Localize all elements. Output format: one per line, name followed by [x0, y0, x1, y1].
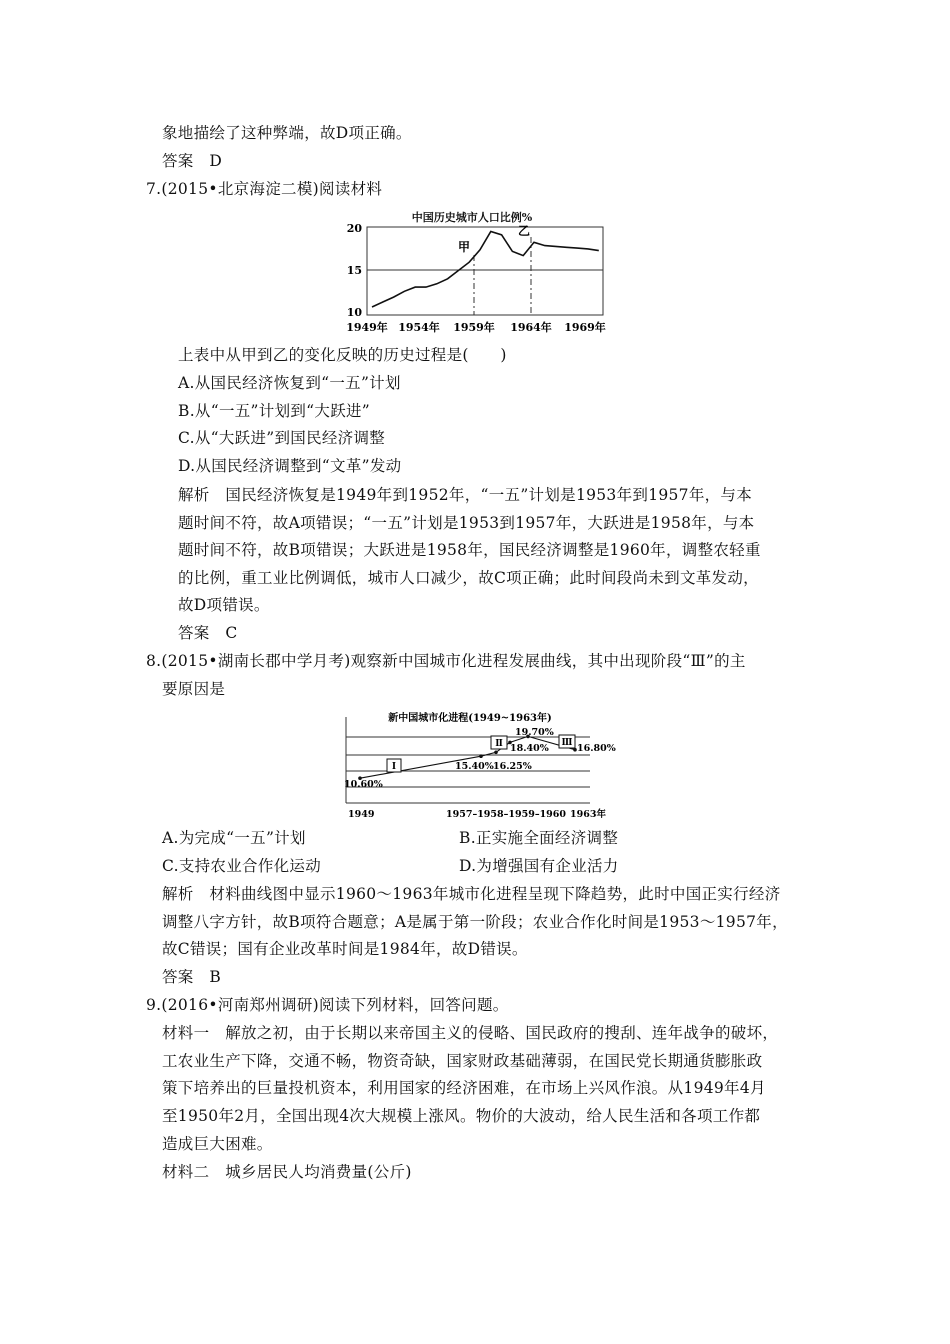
chart2-stage-1: Ⅰ — [391, 762, 397, 772]
chart-urban-population-ratio — [340, 203, 620, 343]
chart1-xtick-1959: 1959年 — [453, 321, 495, 334]
option-8a: A.为完成“一五”计划 — [162, 829, 306, 847]
chart-urbanization-progress — [338, 707, 628, 822]
chart1-xtick-1969: 1969年 — [564, 321, 606, 334]
question-7-title: 7.(2015•北京海淀二模)阅读材料 — [146, 180, 383, 198]
answer-line: 答案 D — [162, 152, 223, 170]
chart2-label-1963: 16.80% — [577, 743, 616, 754]
question-8-line1: 8.(2015•湖南长郡中学月考)观察新中国城市化进程发展曲线，其中出现阶段“Ⅲ”的主 — [146, 652, 746, 670]
chart2-point-1957 — [479, 754, 483, 758]
explanation-7-line5: 故D项错误。 — [178, 596, 270, 614]
chart1-series-line — [372, 232, 599, 308]
option-7c: C.从“大跃进”到国民经济调整 — [178, 429, 386, 447]
chart1-title: 中国历史城市人口比例% — [411, 211, 533, 224]
option-7a: A.从国民经济恢复到“一五”计划 — [178, 374, 401, 392]
chart1-ytick-10: 10 — [346, 306, 362, 319]
answer-7: 答案 C — [178, 624, 238, 642]
material-1-line5: 造成巨大困难。 — [162, 1135, 273, 1153]
text-line: 象地描绘了这种弊端，故D项正确。 — [162, 124, 412, 142]
answer-8: 答案 B — [162, 968, 222, 986]
explanation-7-line2: 题时间不符，故A项错误；“一五”计划是1953到1957年，大跃进是1958年，与本 — [178, 514, 755, 532]
chart1-annotation-yi: 乙 — [518, 224, 531, 238]
chart1-xtick-1954: 1954年 — [398, 321, 440, 334]
chart2-xtick-1949: 1949 — [348, 809, 375, 820]
material-1-line3: 策下培养出的巨量投机资本，利用国家的经济困难，在市场上兴风作浪。从1949年4月 — [162, 1079, 766, 1097]
chart2-xtick-1963: 1963年 — [570, 809, 606, 820]
chart2-title: 新中国城市化进程(1949~1963年) — [388, 713, 552, 724]
chart1-annotation-jia: 甲 — [458, 240, 471, 254]
chart2-label-1949: 10.60% — [344, 779, 383, 790]
question-8-line2: 要原因是 — [162, 680, 226, 698]
question-7-stem: 上表中从甲到乙的变化反映的历史过程是( ) — [178, 346, 507, 364]
chart2-stage-2: Ⅱ — [495, 739, 503, 749]
chart1-xtick-1949: 1949年 — [346, 321, 388, 334]
chart1-ytick-15: 15 — [346, 264, 362, 277]
material-1-line2: 工农业生产下降，交通不畅，物资奇缺，国家财政基础薄弱，在国民党长期通货膨胀政 — [162, 1052, 763, 1070]
chart2-stage-3: Ⅲ — [561, 738, 573, 748]
option-8d: D.为增强国有企业活力 — [459, 857, 619, 875]
chart2-label-1960: 19.70% — [515, 727, 554, 738]
option-8b: B.正实施全面经济调整 — [459, 829, 619, 847]
explanation-8-line3: 故C错误；国有企业改革时间是1984年，故D错误。 — [162, 940, 528, 958]
option-7b: B.从“一五”计划到“大跃进” — [178, 402, 371, 420]
option-8c: C.支持农业合作化运动 — [162, 857, 322, 875]
question-9-title: 9.(2016•河南郑州调研)阅读下列材料，回答问题。 — [146, 996, 509, 1014]
chart2-label-1958: 16.25% — [493, 761, 532, 772]
explanation-7-line4: 的比例，重工业比例调低，城市人口减少，故C项正确；此时间段尚未到文革发动， — [178, 569, 759, 587]
chart2-label-1957: 15.40% — [455, 761, 494, 772]
chart1-xtick-1964: 1964年 — [510, 321, 552, 334]
material-1-line1: 材料一 解放之初，由于长期以来帝国主义的侵略、国民政府的搜刮、连年战争的破坏， — [162, 1024, 779, 1042]
material-2-title: 材料二 城乡居民人均消费量(公斤) — [162, 1163, 412, 1181]
material-1-line4: 至1950年2月，全国出现4次大规模上涨风。物价的大波动，给人民生活和各项工作都 — [162, 1107, 761, 1125]
explanation-7-line1: 解析 国民经济恢复是1949年到1952年，“一五”计划是1953年到1957年，与本 — [178, 486, 753, 504]
chart2-label-1959: 18.40% — [510, 743, 549, 754]
chart2-xtick-1957-1960: 1957–1958–1959–1960 — [446, 809, 567, 820]
chart2-point-1958 — [494, 751, 498, 755]
explanation-7-line3: 题时间不符，故B项错误；大跃进是1958年，国民经济调整是1960年，调整农轻重 — [178, 541, 761, 559]
explanation-8-line2: 调整八字方针，故B项符合题意；A是属于第一阶段；农业合作化时间是1953～1957年， — [162, 913, 788, 931]
chart1-ytick-20: 20 — [346, 222, 362, 235]
explanation-8-line1: 解析 材料曲线图中显示1960～1963年城市化进程呈现下降趋势，此时中国正实行经济 — [162, 885, 781, 903]
option-7d: D.从国民经济调整到“文革”发动 — [178, 457, 402, 475]
